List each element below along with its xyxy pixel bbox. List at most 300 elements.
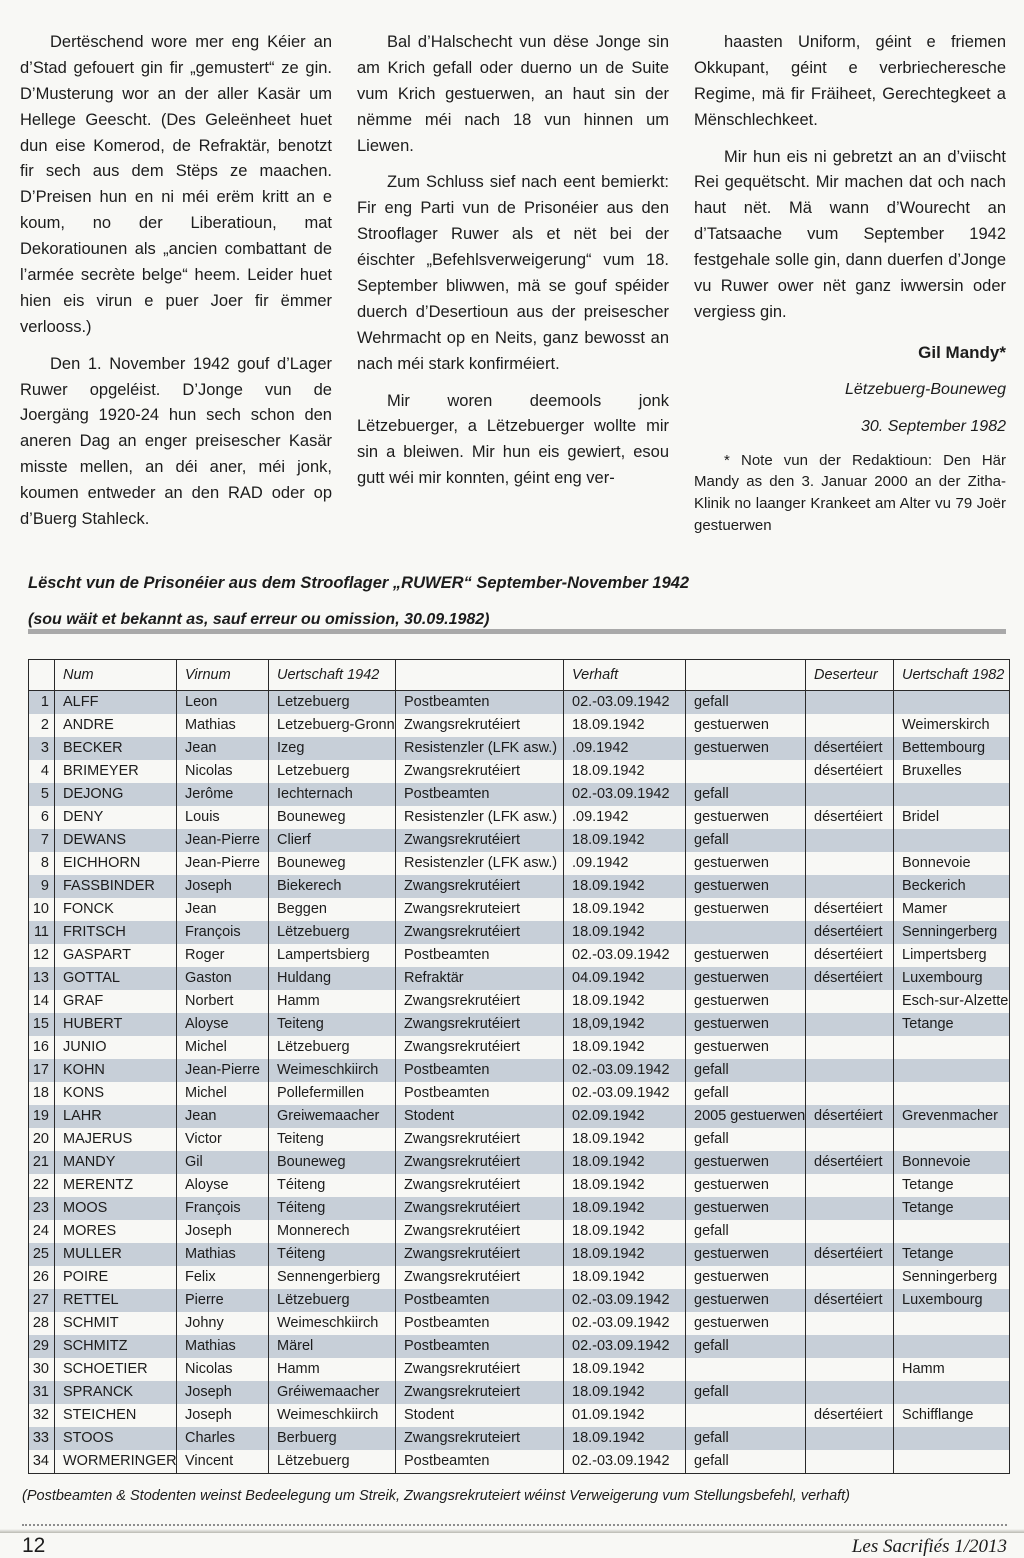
table-cell [806, 1059, 894, 1082]
table-footnote: (Postbeamten & Stodenten weinst Bedeelegung um Streik, Zwangsrekruteiert wéinst Verweigerung vum Stellungsbefehl, verhaft) [22, 1487, 851, 1504]
table-cell [806, 990, 894, 1013]
table-cell: Monnerech [269, 1220, 396, 1243]
table-cell [806, 1220, 894, 1243]
table-cell: 20 [29, 1128, 55, 1151]
table-cell: Lëtzebuerg [269, 1289, 396, 1312]
table-cell: gefall [686, 1220, 806, 1243]
table-cell: POIRE [55, 1266, 177, 1289]
table-cell: désertéiert [806, 1105, 894, 1128]
table-cell: 18.09.1942 [564, 875, 686, 898]
table-row [29, 898, 1010, 921]
table-cell: Letzebuerg-Gronn [269, 714, 396, 737]
table-row [29, 737, 1010, 760]
table-cell [894, 783, 1010, 806]
table-cell: Postbeamten [396, 690, 564, 714]
article-column-1 [20, 30, 332, 548]
table-cell: désertéiert [806, 944, 894, 967]
table-cell: 28 [29, 1312, 55, 1335]
table-cell: BECKER [55, 737, 177, 760]
table-cell: désertéiert [806, 1151, 894, 1174]
table-cell [806, 1197, 894, 1220]
table-cell: Téiteng [269, 1243, 396, 1266]
table-row [29, 690, 1010, 714]
table-row [29, 1082, 1010, 1105]
table-cell: Téiteng [269, 1174, 396, 1197]
paragraph: Zum Schluss sief nach eent bemierkt: Fir eng Parti vun de Prisonéier aus den Strooflager Ruwer als et nët bei der éischter „Befehlsverweigerung“ vum 18. September bliwwen, mä se gouf spéider duerch d’Desertioun aus der preisescher Wehrmacht op en Neits, ganz bewosst an nach méi stark konfirméiert. [357, 173, 669, 373]
table-cell: gestuerwen [686, 898, 806, 921]
table-cell: 5 [29, 783, 55, 806]
table-cell: GRAF [55, 990, 177, 1013]
table-row [29, 783, 1010, 806]
table-cell: Zwangsrekrutéiert [396, 1151, 564, 1174]
table-cell: Letzebuerg [269, 690, 396, 714]
table-cell: Gaston [177, 967, 269, 990]
table-cell: gefall [686, 1381, 806, 1404]
table-cell: Weimeschkiirch [269, 1312, 396, 1335]
table-cell: Lëtzebuerg [269, 1450, 396, 1474]
table-cell: Teiteng [269, 1128, 396, 1151]
table-cell: 10 [29, 898, 55, 921]
table-cell: Postbeamten [396, 1059, 564, 1082]
table-cell: 23 [29, 1197, 55, 1220]
table-cell: désertéiert [806, 1289, 894, 1312]
table-cell: SCHOETIER [55, 1358, 177, 1381]
table-row [29, 1013, 1010, 1036]
table-header-cell: Num [55, 659, 177, 690]
table-cell: 3 [29, 737, 55, 760]
table-cell: gestuerwen [686, 1243, 806, 1266]
table-cell: 24 [29, 1220, 55, 1243]
table-header-cell: Verhaft [564, 659, 686, 690]
table-cell: désertéiert [806, 806, 894, 829]
table-cell: Hamm [269, 1358, 396, 1381]
table-cell: Limpertsberg [894, 944, 1010, 967]
table-cell: gestuerwen [686, 1266, 806, 1289]
table-cell: 02.-03.09.1942 [564, 1082, 686, 1105]
table-cell: Mamer [894, 898, 1010, 921]
table-cell: FRITSCH [55, 921, 177, 944]
table-cell [806, 714, 894, 737]
table-cell: Sennengerbierg [269, 1266, 396, 1289]
table-cell: Hamm [894, 1358, 1010, 1381]
article-column-3 [694, 30, 1006, 548]
table-cell: Zwangsrekrutéiert [396, 829, 564, 852]
table-cell: 26 [29, 1266, 55, 1289]
table-row [29, 921, 1010, 944]
table-cell: 18.09.1942 [564, 1381, 686, 1404]
table-cell: 18.09.1942 [564, 714, 686, 737]
table-cell: SCHMIT [55, 1312, 177, 1335]
table-cell: 11 [29, 921, 55, 944]
table-cell: 9 [29, 875, 55, 898]
table-cell: désertéiert [806, 1404, 894, 1427]
table-row [29, 760, 1010, 783]
table-cell: STOOS [55, 1427, 177, 1450]
page-footer [22, 1534, 1007, 1558]
table-cell: 34 [29, 1450, 55, 1474]
table-cell: 17 [29, 1059, 55, 1082]
table-cell: WORMERINGER [55, 1450, 177, 1474]
table-cell [686, 1404, 806, 1427]
table-cell [806, 690, 894, 714]
table-cell: Biekerech [269, 875, 396, 898]
table-cell: RETTEL [55, 1289, 177, 1312]
table-cell: gefall [686, 1128, 806, 1151]
table-cell: Bonnevoie [894, 852, 1010, 875]
table-cell: EICHHORN [55, 852, 177, 875]
table-cell: désertéiert [806, 1243, 894, 1266]
table-cell: 18.09.1942 [564, 760, 686, 783]
table-cell: Tetange [894, 1243, 1010, 1266]
table-cell: Zwangsrekrutéiert [396, 1197, 564, 1220]
table-cell: Pierre [177, 1289, 269, 1312]
table-cell: Jean-Pierre [177, 829, 269, 852]
table-cell: 22 [29, 1174, 55, 1197]
table-cell: Felix [177, 1266, 269, 1289]
table-cell [894, 1036, 1010, 1059]
table-cell: Beggen [269, 898, 396, 921]
table-cell [806, 829, 894, 852]
table-cell: ALFF [55, 690, 177, 714]
table-cell: 19 [29, 1105, 55, 1128]
page-number: 12 [22, 1533, 46, 1557]
table-cell [894, 1082, 1010, 1105]
table-cell: Postbeamten [396, 1335, 564, 1358]
table-cell: gestuerwen [686, 737, 806, 760]
table-cell: Nicolas [177, 1358, 269, 1381]
table-cell [894, 1427, 1010, 1450]
table-cell: Zwangsrekruteiert [396, 898, 564, 921]
table-row [29, 806, 1010, 829]
table-cell: SCHMITZ [55, 1335, 177, 1358]
table-cell: Beckerich [894, 875, 1010, 898]
table-cell [686, 1358, 806, 1381]
table-cell: Greiwemaacher [269, 1105, 396, 1128]
table-row [29, 829, 1010, 852]
table-cell: désertéiert [806, 967, 894, 990]
table-row [29, 967, 1010, 990]
table-cell: Esch-sur-Alzette [894, 990, 1010, 1013]
table-cell: KOHN [55, 1059, 177, 1082]
table-cell [686, 921, 806, 944]
table-cell: Resistenzler (LFK asw.) [396, 806, 564, 829]
table-row [29, 1105, 1010, 1128]
table-row [29, 944, 1010, 967]
table-cell: Jean-Pierre [177, 852, 269, 875]
table-header-cell: Uertschaft 1942 [269, 659, 396, 690]
paragraph: Bal d’Halschecht vun dëse Jonge sin am Krich gefall oder duerno un de Suite vum Krich gestuerwen, an haut sin der nëmme méi nach 18 vun hinnen um Liewen. [357, 33, 669, 155]
signature-date: 30. September 1982 [861, 417, 1006, 435]
table-cell: Leon [177, 690, 269, 714]
table-cell: 18.09.1942 [564, 1174, 686, 1197]
table-cell: JUNIO [55, 1036, 177, 1059]
paragraph: Mir woren deemools jonk Lëtzebuerger, a Lëtzebuerger wollte mir sin a bleiwen. Mir hun eis gewiert, esou gutt wéi mir konnten, géint eng ver- [357, 391, 669, 488]
table-cell: Zwangsrekrutéiert [396, 760, 564, 783]
table-cell: 8 [29, 852, 55, 875]
table-cell [806, 1312, 894, 1335]
table-cell: .09.1942 [564, 737, 686, 760]
editor-note: * Note vun der Redaktioun: Den Här Mandy as den 3. Januar 2000 an der Zitha-Klinik no laanger Krankeet am Alter vu 79 Joër gestuerwen [694, 451, 1006, 534]
table-cell: Zwangsrekrutéiert [396, 1128, 564, 1151]
table-cell: 14 [29, 990, 55, 1013]
table-cell: 7 [29, 829, 55, 852]
table-cell: 02.-03.09.1942 [564, 1450, 686, 1474]
table-cell: gestuerwen [686, 1174, 806, 1197]
table-cell: 21 [29, 1151, 55, 1174]
table-cell: 31 [29, 1381, 55, 1404]
table-cell: Bruxelles [894, 760, 1010, 783]
table-cell: 1 [29, 690, 55, 714]
table-row [29, 1450, 1010, 1474]
table-cell: Mathias [177, 714, 269, 737]
table-cell: Senningerberg [894, 921, 1010, 944]
table-cell [894, 690, 1010, 714]
table-cell: Refraktär [396, 967, 564, 990]
table-cell: 18.09.1942 [564, 1128, 686, 1151]
table-cell: Postbeamten [396, 1450, 564, 1474]
table-cell: Berbuerg [269, 1427, 396, 1450]
table-cell: Lëtzebuerg [269, 921, 396, 944]
table-cell: 18.09.1942 [564, 1151, 686, 1174]
table-cell: DEWANS [55, 829, 177, 852]
table-cell: Gil [177, 1151, 269, 1174]
table-cell: DENY [55, 806, 177, 829]
table-cell: 25 [29, 1243, 55, 1266]
table-cell: 01.09.1942 [564, 1404, 686, 1427]
table-cell: gestuerwen [686, 806, 806, 829]
table-cell: Bouneweg [269, 1151, 396, 1174]
table-title: Lëscht vun de Prisonéier aus dem Strooflager „RUWER“ September-November 1942 [28, 573, 690, 592]
table-cell: Letzebuerg [269, 760, 396, 783]
paragraph: Mir hun eis ni gebretzt an an d’viischt Rei gequëtscht. Mir machen dat och nach haut nët. Mä wann d’Wourecht an d’Tatsaache vum September 1942 festgehale solle gin, dann duerfen d’Jonge vu Ruwer ower nët ganz iwwersin oder vergiess gin. [694, 147, 1006, 321]
table-cell [806, 1381, 894, 1404]
table-cell: 02.-03.09.1942 [564, 1289, 686, 1312]
table-cell: Mathias [177, 1243, 269, 1266]
table-cell: Postbeamten [396, 1312, 564, 1335]
table-cell: Tetange [894, 1013, 1010, 1036]
table-cell: Zwangsrekrutéiert [396, 875, 564, 898]
table-cell [894, 1128, 1010, 1151]
table-cell: Zwangsrekrutéiert [396, 1036, 564, 1059]
table-row [29, 852, 1010, 875]
table-cell: gestuerwen [686, 714, 806, 737]
table-cell: Zwangsrekrutéiert [396, 1174, 564, 1197]
table-cell: gefall [686, 1450, 806, 1474]
table-cell: Zwangsrekrutéiert [396, 1358, 564, 1381]
table-cell: Zwangsrekrutéiert [396, 1266, 564, 1289]
table-cell: gestuerwen [686, 1289, 806, 1312]
table-cell: Weimeschkiirch [269, 1404, 396, 1427]
table-cell: Resistenzler (LFK asw.) [396, 852, 564, 875]
table-cell [806, 1013, 894, 1036]
table-cell: Weimeschkiirch [269, 1059, 396, 1082]
table-cell [894, 829, 1010, 852]
table-subtitle: (sou wäit et bekannt as, sauf erreur ou omission, 30.09.1982) [28, 610, 490, 628]
table-header-row [29, 659, 1010, 690]
table-cell [686, 760, 806, 783]
table-cell: Gréiwemaacher [269, 1381, 396, 1404]
table-cell: gefall [686, 783, 806, 806]
table-row [29, 1036, 1010, 1059]
table-cell: Jean [177, 737, 269, 760]
table-cell: FONCK [55, 898, 177, 921]
table-subtitle-wrap [28, 611, 1006, 635]
table-cell: gefall [686, 1335, 806, 1358]
table-cell: gestuerwen [686, 1036, 806, 1059]
table-cell: LAHR [55, 1105, 177, 1128]
table-cell: Izeg [269, 737, 396, 760]
table-cell: François [177, 1197, 269, 1220]
table-cell: BRIMEYER [55, 760, 177, 783]
table-cell: Clierf [269, 829, 396, 852]
table-cell: FASSBINDER [55, 875, 177, 898]
table-cell: Jean [177, 898, 269, 921]
table-header-cell: Uertschaft 1982 [894, 659, 1010, 690]
table-cell [806, 1174, 894, 1197]
table-cell: 18.09.1942 [564, 990, 686, 1013]
table-cell: Jerôme [177, 783, 269, 806]
table-row [29, 1220, 1010, 1243]
footer-divider [22, 1524, 1007, 1526]
table-cell: Grevenmacher [894, 1105, 1010, 1128]
table-cell: 32 [29, 1404, 55, 1427]
table-cell: 18.09.1942 [564, 1243, 686, 1266]
table-cell: gefall [686, 690, 806, 714]
table-cell: HUBERT [55, 1013, 177, 1036]
table-cell: 18.09.1942 [564, 898, 686, 921]
table-row [29, 1174, 1010, 1197]
table-cell: gefall [686, 1427, 806, 1450]
table-cell: .09.1942 [564, 852, 686, 875]
table-cell: Pollefermillen [269, 1082, 396, 1105]
table-cell: gestuerwen [686, 990, 806, 1013]
table-row [29, 1059, 1010, 1082]
table-header-cell: Virnum [177, 659, 269, 690]
table-row [29, 714, 1010, 737]
table-cell: Johny [177, 1312, 269, 1335]
table-cell: 33 [29, 1427, 55, 1450]
table-header-cell [396, 659, 564, 690]
table-cell: Lëtzebuerg [269, 1036, 396, 1059]
table-cell: gefall [686, 1059, 806, 1082]
table-cell: 18.09.1942 [564, 921, 686, 944]
signature-block [694, 340, 1006, 439]
table-cell: Roger [177, 944, 269, 967]
table-cell [894, 1450, 1010, 1474]
table-row [29, 875, 1010, 898]
table-cell: gestuerwen [686, 852, 806, 875]
table-row [29, 1128, 1010, 1151]
table-cell: gestuerwen [686, 1197, 806, 1220]
paragraph: haasten Uniform, géint e friemen Okkupant, géint e verbriecheresche Regime, mä fir Fräiheet, Gerechtegkeet a Mënschlechkeet. [694, 33, 1006, 129]
table-cell: Hamm [269, 990, 396, 1013]
table-cell [806, 1266, 894, 1289]
table-cell: Tetange [894, 1197, 1010, 1220]
table-cell: Märel [269, 1335, 396, 1358]
table-cell [806, 875, 894, 898]
table-cell [894, 1220, 1010, 1243]
table-cell: désertéiert [806, 737, 894, 760]
table-cell: Huldang [269, 967, 396, 990]
table-row [29, 990, 1010, 1013]
table-cell [806, 1082, 894, 1105]
table-cell: Zwangsrekrutéiert [396, 1013, 564, 1036]
table-cell: 18.09.1942 [564, 1427, 686, 1450]
table-cell: 02.-03.09.1942 [564, 944, 686, 967]
table-cell: Lampertsbierg [269, 944, 396, 967]
table-cell: Zwangsrekrutéiert [396, 1220, 564, 1243]
scan-bottom-edge [0, 1529, 1024, 1533]
article-column-2 [357, 30, 669, 548]
table-cell: Nicolas [177, 760, 269, 783]
table-cell: 02.-03.09.1942 [564, 783, 686, 806]
signature-place: Lëtzebuerg-Bouneweg [844, 381, 1006, 399]
table-cell: GASPART [55, 944, 177, 967]
table-cell: SPRANCK [55, 1381, 177, 1404]
table-cell: Zwangsrekrutéiert [396, 921, 564, 944]
table-cell: Mathias [177, 1335, 269, 1358]
table-cell: Bouneweg [269, 852, 396, 875]
table-cell: Postbeamten [396, 1289, 564, 1312]
table-cell [806, 1450, 894, 1474]
table-cell: Jean [177, 1105, 269, 1128]
table-row [29, 1243, 1010, 1266]
table-cell: gestuerwen [686, 967, 806, 990]
table-cell: 02.09.1942 [564, 1105, 686, 1128]
table-cell: Joseph [177, 1381, 269, 1404]
table-cell: GOTTAL [55, 967, 177, 990]
table-cell: désertéiert [806, 921, 894, 944]
table-cell: 13 [29, 967, 55, 990]
table-cell: STEICHEN [55, 1404, 177, 1427]
table-cell: 12 [29, 944, 55, 967]
table-cell: gefall [686, 829, 806, 852]
table-cell: 27 [29, 1289, 55, 1312]
table-cell: MULLER [55, 1243, 177, 1266]
table-cell: ANDRE [55, 714, 177, 737]
table-cell: Luxembourg [894, 967, 1010, 990]
table-cell: gestuerwen [686, 1151, 806, 1174]
table-cell: Tetange [894, 1174, 1010, 1197]
table-row [29, 1289, 1010, 1312]
table-cell: Joseph [177, 875, 269, 898]
table-cell [806, 1358, 894, 1381]
table-cell: Téiteng [269, 1197, 396, 1220]
table-cell: MERENTZ [55, 1174, 177, 1197]
table-cell [894, 1335, 1010, 1358]
table-cell: 30 [29, 1358, 55, 1381]
table-cell: Aloyse [177, 1013, 269, 1036]
table-cell: 02.-03.09.1942 [564, 690, 686, 714]
table-cell [806, 1036, 894, 1059]
table-cell: MANDY [55, 1151, 177, 1174]
table-cell [806, 852, 894, 875]
table-cell [806, 1427, 894, 1450]
table-cell: Stodent [396, 1404, 564, 1427]
table-cell: Postbeamten [396, 1082, 564, 1105]
table-cell: 18.09.1942 [564, 1197, 686, 1220]
table-row [29, 1197, 1010, 1220]
table-cell: Zwangsrekruteiert [396, 1427, 564, 1450]
table-cell: 02.-03.09.1942 [564, 1059, 686, 1082]
table-cell: Senningerberg [894, 1266, 1010, 1289]
table-cell: Postbeamten [396, 783, 564, 806]
table-cell: KONS [55, 1082, 177, 1105]
table-cell: Bouneweg [269, 806, 396, 829]
table-cell [894, 1312, 1010, 1335]
table-cell: MAJERUS [55, 1128, 177, 1151]
table-cell: gestuerwen [686, 1013, 806, 1036]
